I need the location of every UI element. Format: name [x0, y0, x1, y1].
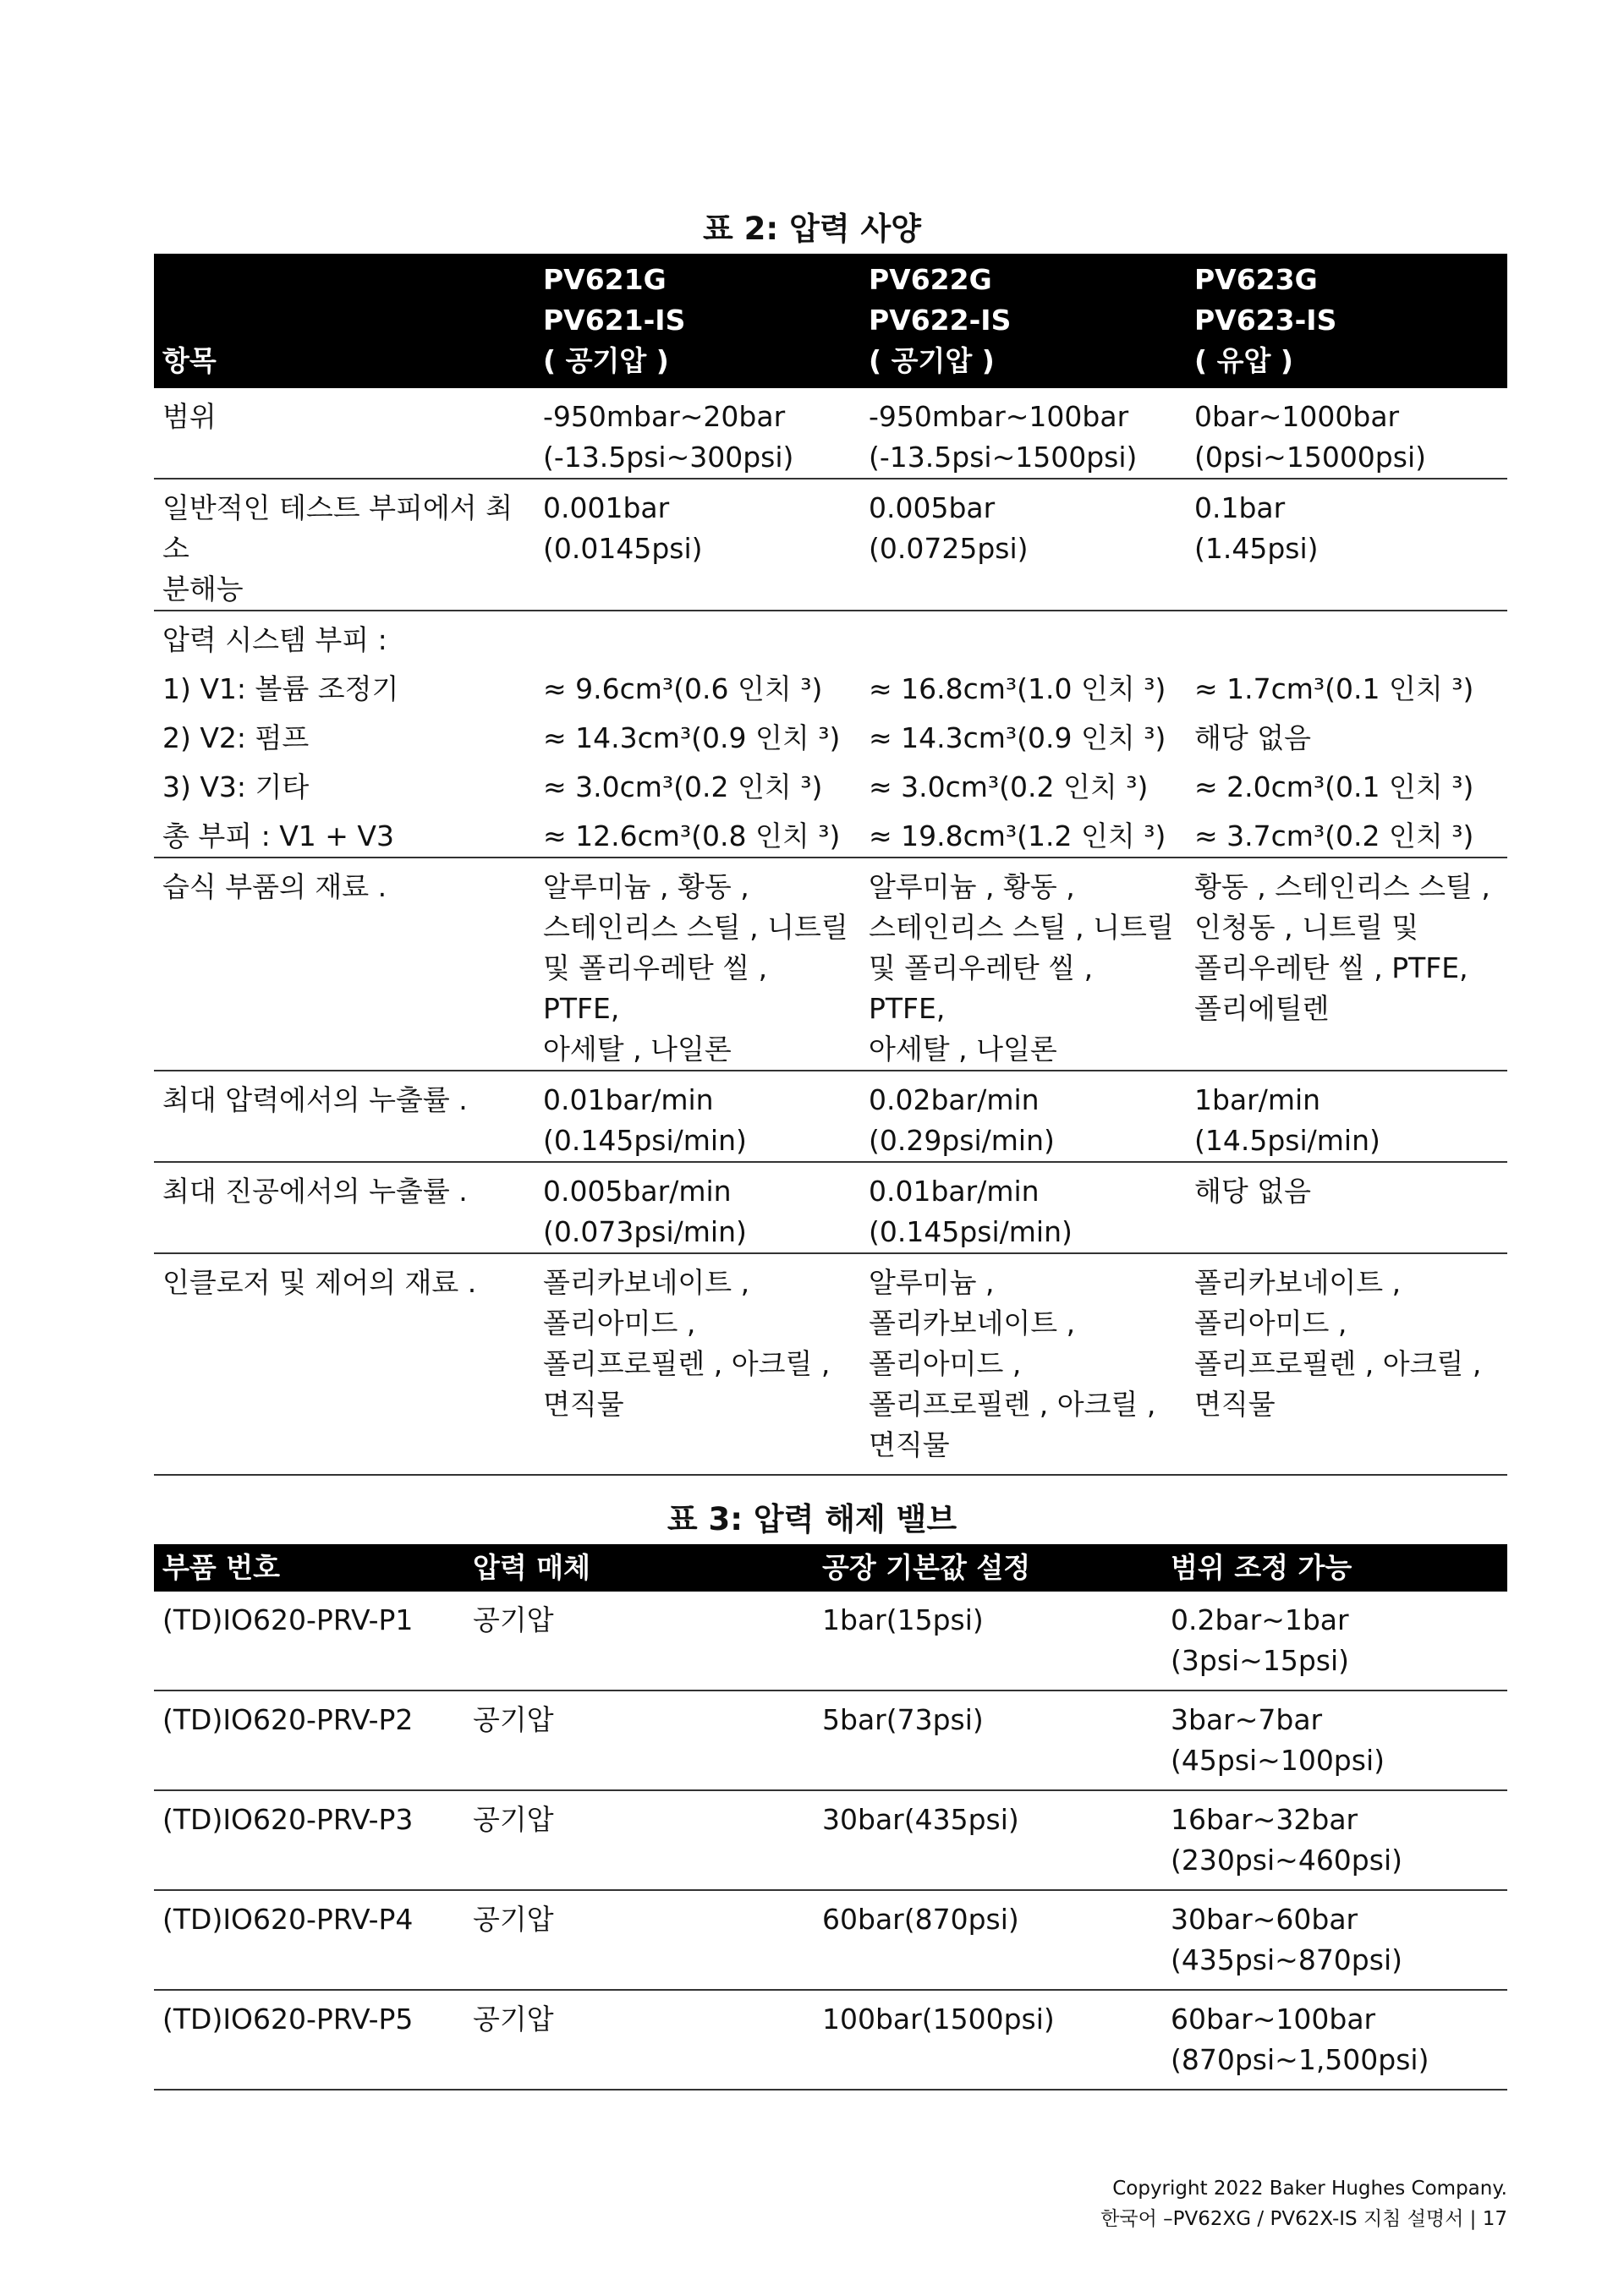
table2-title: 표 2: 압력 사양: [703, 211, 921, 247]
table-row: [154, 479, 1507, 611]
cell-line: ≈ 16.8cm³(1.0 인치 ³): [869, 672, 1166, 705]
table-cell: [814, 1890, 1162, 1990]
cell-line: 공기압: [473, 1603, 554, 1636]
table-cell: [1186, 1162, 1507, 1253]
table-row: [154, 1690, 1507, 1790]
cell-line: 30bar~60bar: [1171, 1903, 1358, 1936]
cell-line: (0.145psi/min): [869, 1215, 1073, 1248]
cell-line: ≈ 14.3cm³(0.9 인치 ³): [869, 721, 1166, 754]
cell-line: 분해능: [162, 573, 244, 606]
cell-line: 알루미늄 , 황동 ,: [869, 870, 1075, 903]
cell-line: 1) V1: 볼륨 조정기: [162, 672, 399, 705]
table3-header-row: [154, 1544, 1507, 1592]
cell-line: 폴리카보네이트 ,: [869, 1307, 1076, 1340]
table-cell: [154, 1253, 535, 1475]
table-row: [154, 1790, 1507, 1890]
pressure-spec-table: [154, 254, 1507, 1476]
cell-line: 해당 없음: [1194, 1175, 1312, 1208]
cell-line: 0.005bar/min: [543, 1175, 732, 1208]
cell-line: ≈ 2.0cm³(0.1 인치 ³): [1194, 770, 1474, 803]
table-cell: [1186, 1071, 1507, 1162]
table-cell: [535, 479, 860, 611]
cell-line: ( 공기압 ): [869, 344, 995, 377]
cell-line: 폴리카보네이트 ,: [1194, 1266, 1402, 1299]
table-cell: [860, 479, 1186, 611]
table-cell: [860, 759, 1186, 808]
cell-line: 5bar(73psi): [822, 1703, 984, 1736]
table-cell: [535, 1071, 860, 1162]
cell-line: PV621G: [543, 263, 667, 296]
table-row: [154, 1990, 1507, 2090]
page-number-text: 한국어 –PV62XG / PV62X-IS 지침 설명서 | 17: [1100, 2208, 1507, 2230]
cell-line: (1.45psi): [1194, 532, 1319, 565]
cell-line: 폴리우레탄 씰 , PTFE,: [1194, 951, 1468, 984]
table-cell: [154, 660, 535, 710]
table-cell: [464, 1890, 814, 1990]
cell-line: 스테인리스 스틸 , 니트릴: [869, 911, 1174, 944]
cell-line: ≈ 1.7cm³(0.1 인치 ³): [1194, 672, 1474, 705]
cell-line: 0.005bar: [869, 491, 996, 524]
table-cell: [464, 1690, 814, 1790]
cell-line: (0.29psi/min): [869, 1124, 1055, 1157]
cell-line: 항목: [162, 344, 217, 377]
table-cell: [535, 660, 860, 710]
cell-line: 공기압: [473, 1703, 554, 1736]
table-cell: [1162, 1790, 1507, 1890]
cell-line: 16bar~32bar: [1171, 1803, 1358, 1836]
cell-line: (45psi~100psi): [1171, 1744, 1385, 1777]
cell-line: 범위: [162, 400, 217, 433]
cell-line: (230psi~460psi): [1171, 1844, 1402, 1877]
table-cell: [1186, 759, 1507, 808]
table-cell: [464, 1592, 814, 1690]
table-row: [154, 710, 1507, 759]
cell-line: 아세탈 , 나일론: [869, 1033, 1057, 1066]
cell-line: PV622-IS: [869, 304, 1012, 337]
cell-line: 60bar~100bar: [1171, 2003, 1376, 2036]
cell-line: 0.1bar: [1194, 491, 1286, 524]
table-cell: [1186, 1253, 1507, 1475]
cell-line: 3bar~7bar: [1171, 1703, 1323, 1736]
table-row: [154, 388, 1507, 479]
table-cell: [535, 759, 860, 808]
cell-line: 폴리프로필렌 , 아크릴 ,: [869, 1388, 1156, 1421]
table-cell: [814, 1592, 1162, 1690]
table-cell: [154, 1071, 535, 1162]
cell-line: ≈ 19.8cm³(1.2 인치 ³): [869, 819, 1166, 852]
table-cell: [814, 1990, 1162, 2090]
cell-line: (TD)IO620-PRV-P4: [162, 1903, 414, 1936]
cell-line: PV623G: [1194, 263, 1318, 296]
cell-line: 압력 시스템 부피 :: [162, 623, 387, 656]
cell-line: (435psi~870psi): [1171, 1943, 1402, 1976]
cell-line: (TD)IO620-PRV-P1: [162, 1603, 414, 1636]
cell-line: ( 공기압 ): [543, 344, 669, 377]
cell-line: 습식 부품의 재료 .: [162, 870, 387, 903]
table-cell: [860, 858, 1186, 1071]
cell-line: 0.01bar/min: [869, 1175, 1040, 1208]
cell-line: 폴리프로필렌 , 아크릴 ,: [1194, 1347, 1482, 1380]
cell-line: 폴리에틸렌: [1194, 992, 1330, 1025]
cell-line: 황동 , 스테인리스 스틸 ,: [1194, 870, 1490, 903]
table-cell: [154, 1592, 464, 1690]
cell-line: ≈ 9.6cm³(0.6 인치 ³): [543, 672, 823, 705]
cell-line: 일반적인 테스트 부피에서 최소: [162, 491, 513, 565]
cell-line: 공기압: [473, 1903, 554, 1936]
cell-line: 폴리카보네이트 ,: [543, 1266, 750, 1299]
table-cell: [1186, 660, 1507, 710]
cell-line: 폴리아미드 ,: [1194, 1307, 1347, 1340]
table-cell: [154, 710, 535, 759]
table-row: [154, 759, 1507, 808]
cell-line: PV622G: [869, 263, 992, 296]
table-cell: [814, 1690, 1162, 1790]
cell-line: 폴리프로필렌 , 아크릴 ,: [543, 1347, 831, 1380]
table-cell: [154, 759, 535, 808]
cell-line: 60bar(870psi): [822, 1903, 1019, 1936]
cell-line: ( 유압 ): [1194, 344, 1293, 377]
cell-line: 인클로저 및 제어의 재료 .: [162, 1266, 477, 1299]
cell-line: (0.0725psi): [869, 532, 1029, 565]
cell-line: 알루미늄 ,: [869, 1266, 995, 1299]
cell-line: 1bar(15psi): [822, 1603, 984, 1636]
table-row: [154, 1253, 1507, 1475]
cell-line: 3) V3: 기타: [162, 770, 310, 803]
cell-line: 100bar(1500psi): [822, 2003, 1055, 2036]
table-cell: [1162, 1690, 1507, 1790]
page-footer: [1100, 2173, 1507, 2234]
cell-line: (14.5psi/min): [1194, 1124, 1380, 1157]
header-part-number: 부품 번호: [154, 1544, 464, 1592]
table-cell: [535, 808, 860, 858]
table-cell: [860, 388, 1186, 479]
cell-line: 0.02bar/min: [869, 1083, 1040, 1116]
table-row: [154, 858, 1507, 1071]
table-cell: [154, 1990, 464, 2090]
table-cell: [1186, 808, 1507, 858]
cell-line: 공기압: [473, 2003, 554, 2036]
table-cell: [814, 1790, 1162, 1890]
header-pv622: [860, 254, 1186, 388]
cell-line: 및 폴리우레탄 씰 , PTFE,: [869, 951, 1094, 1025]
cell-line: 30bar(435psi): [822, 1803, 1019, 1836]
table-cell: [154, 1690, 464, 1790]
cell-line: [1194, 620, 1499, 660]
table-row: [154, 1071, 1507, 1162]
header-pv623: [1186, 254, 1507, 388]
table-cell: [1186, 858, 1507, 1071]
cell-line: 해당 없음: [1194, 721, 1312, 754]
cell-line: 면직물: [869, 1428, 950, 1461]
table-cell: [154, 808, 535, 858]
table-cell: [1162, 1592, 1507, 1690]
cell-line: 0.2bar~1bar: [1171, 1603, 1349, 1636]
table2-header-row: [154, 254, 1507, 388]
cell-line: -950mbar~100bar: [869, 400, 1129, 433]
table-cell: [154, 479, 535, 611]
table-cell: [535, 858, 860, 1071]
cell-line: 0.01bar/min: [543, 1083, 714, 1116]
cell-line: (3psi~15psi): [1171, 1644, 1350, 1677]
copyright-text: Copyright 2022 Baker Hughes Company.: [1112, 2178, 1507, 2200]
table-cell: [1186, 611, 1507, 660]
table-row: [154, 1162, 1507, 1253]
cell-line: 면직물: [543, 1388, 624, 1421]
table3-title: 표 3: 압력 해제 밸브: [667, 1501, 957, 1537]
table-cell: [535, 710, 860, 759]
table-cell: [154, 611, 535, 660]
cell-line: 최대 압력에서의 누출률 .: [162, 1083, 468, 1116]
cell-line: -950mbar~20bar: [543, 400, 786, 433]
cell-line: 및 폴리우레탄 씰 , PTFE,: [543, 951, 768, 1025]
table-cell: [1186, 479, 1507, 611]
cell-line: ≈ 14.3cm³(0.9 인치 ³): [543, 721, 841, 754]
table-cell: [154, 1790, 464, 1890]
cell-line: (-13.5psi~1500psi): [869, 441, 1138, 474]
table-cell: [860, 611, 1186, 660]
cell-line: (TD)IO620-PRV-P2: [162, 1703, 414, 1736]
cell-line: (870psi~1,500psi): [1171, 2043, 1429, 2076]
cell-line: ≈ 3.0cm³(0.2 인치 ³): [543, 770, 823, 803]
table-cell: [464, 1990, 814, 2090]
cell-line: 스테인리스 스틸 , 니트릴: [543, 911, 848, 944]
table-cell: [535, 1162, 860, 1253]
cell-line: 0bar~1000bar: [1194, 400, 1400, 433]
table-cell: [1186, 710, 1507, 759]
table-cell: [535, 1253, 860, 1475]
table-cell: [154, 858, 535, 1071]
cell-line: 인청동 , 니트릴 및: [1194, 911, 1419, 944]
table-row: [154, 808, 1507, 858]
table-cell: [464, 1790, 814, 1890]
cell-line: 아세탈 , 나일론: [543, 1033, 732, 1066]
table-row: [154, 1890, 1507, 1990]
cell-line: 2) V2: 펌프: [162, 721, 310, 754]
cell-line: (0.145psi/min): [543, 1124, 747, 1157]
table-row: [154, 1592, 1507, 1690]
cell-line: (0psi~15000psi): [1194, 441, 1426, 474]
cell-line: ≈ 12.6cm³(0.8 인치 ³): [543, 819, 841, 852]
table-cell: [154, 1890, 464, 1990]
cell-line: 공기압: [473, 1803, 554, 1836]
cell-line: (0.0145psi): [543, 532, 703, 565]
header-adjustable-range: 범위 조정 가능: [1162, 1544, 1507, 1592]
cell-line: ≈ 3.7cm³(0.2 인치 ³): [1194, 819, 1474, 852]
table-cell: [860, 1253, 1186, 1475]
cell-line: (TD)IO620-PRV-P5: [162, 2003, 414, 2036]
table-cell: [1186, 388, 1507, 479]
table-cell: [860, 1162, 1186, 1253]
header-item: [154, 254, 535, 388]
table-cell: [860, 710, 1186, 759]
cell-line: 폴리아미드 ,: [869, 1347, 1022, 1380]
header-pressure-medium: 압력 매체: [464, 1544, 814, 1592]
table-row: [154, 611, 1507, 660]
cell-line: 1bar/min: [1194, 1083, 1321, 1116]
table-cell: [1162, 1990, 1507, 2090]
cell-line: [869, 620, 1177, 660]
table-cell: [860, 1071, 1186, 1162]
cell-line: (-13.5psi~300psi): [543, 441, 794, 474]
cell-line: 폴리아미드 ,: [543, 1307, 696, 1340]
cell-line: PV623-IS: [1194, 304, 1337, 337]
cell-line: ≈ 3.0cm³(0.2 인치 ³): [869, 770, 1149, 803]
cell-line: 총 부피 : V1 + V3: [162, 819, 394, 852]
table-cell: [1162, 1890, 1507, 1990]
table-row: [154, 660, 1507, 710]
cell-line: 면직물: [1194, 1388, 1276, 1421]
table-cell: [535, 611, 860, 660]
cell-line: [543, 620, 852, 660]
table-cell: [154, 388, 535, 479]
relief-valve-table: [154, 1544, 1507, 2091]
cell-line: 알루미늄 , 황동 ,: [543, 870, 749, 903]
cell-line: (TD)IO620-PRV-P3: [162, 1803, 414, 1836]
table-cell: [860, 808, 1186, 858]
header-factory-setting: 공장 기본값 설정: [814, 1544, 1162, 1592]
table-cell: [535, 388, 860, 479]
cell-line: 최대 진공에서의 누출률 .: [162, 1175, 468, 1208]
table-cell: [154, 1162, 535, 1253]
cell-line: (0.073psi/min): [543, 1215, 747, 1248]
header-pv621: [535, 254, 860, 388]
table-cell: [860, 660, 1186, 710]
cell-line: PV621-IS: [543, 304, 686, 337]
cell-line: 0.001bar: [543, 491, 670, 524]
